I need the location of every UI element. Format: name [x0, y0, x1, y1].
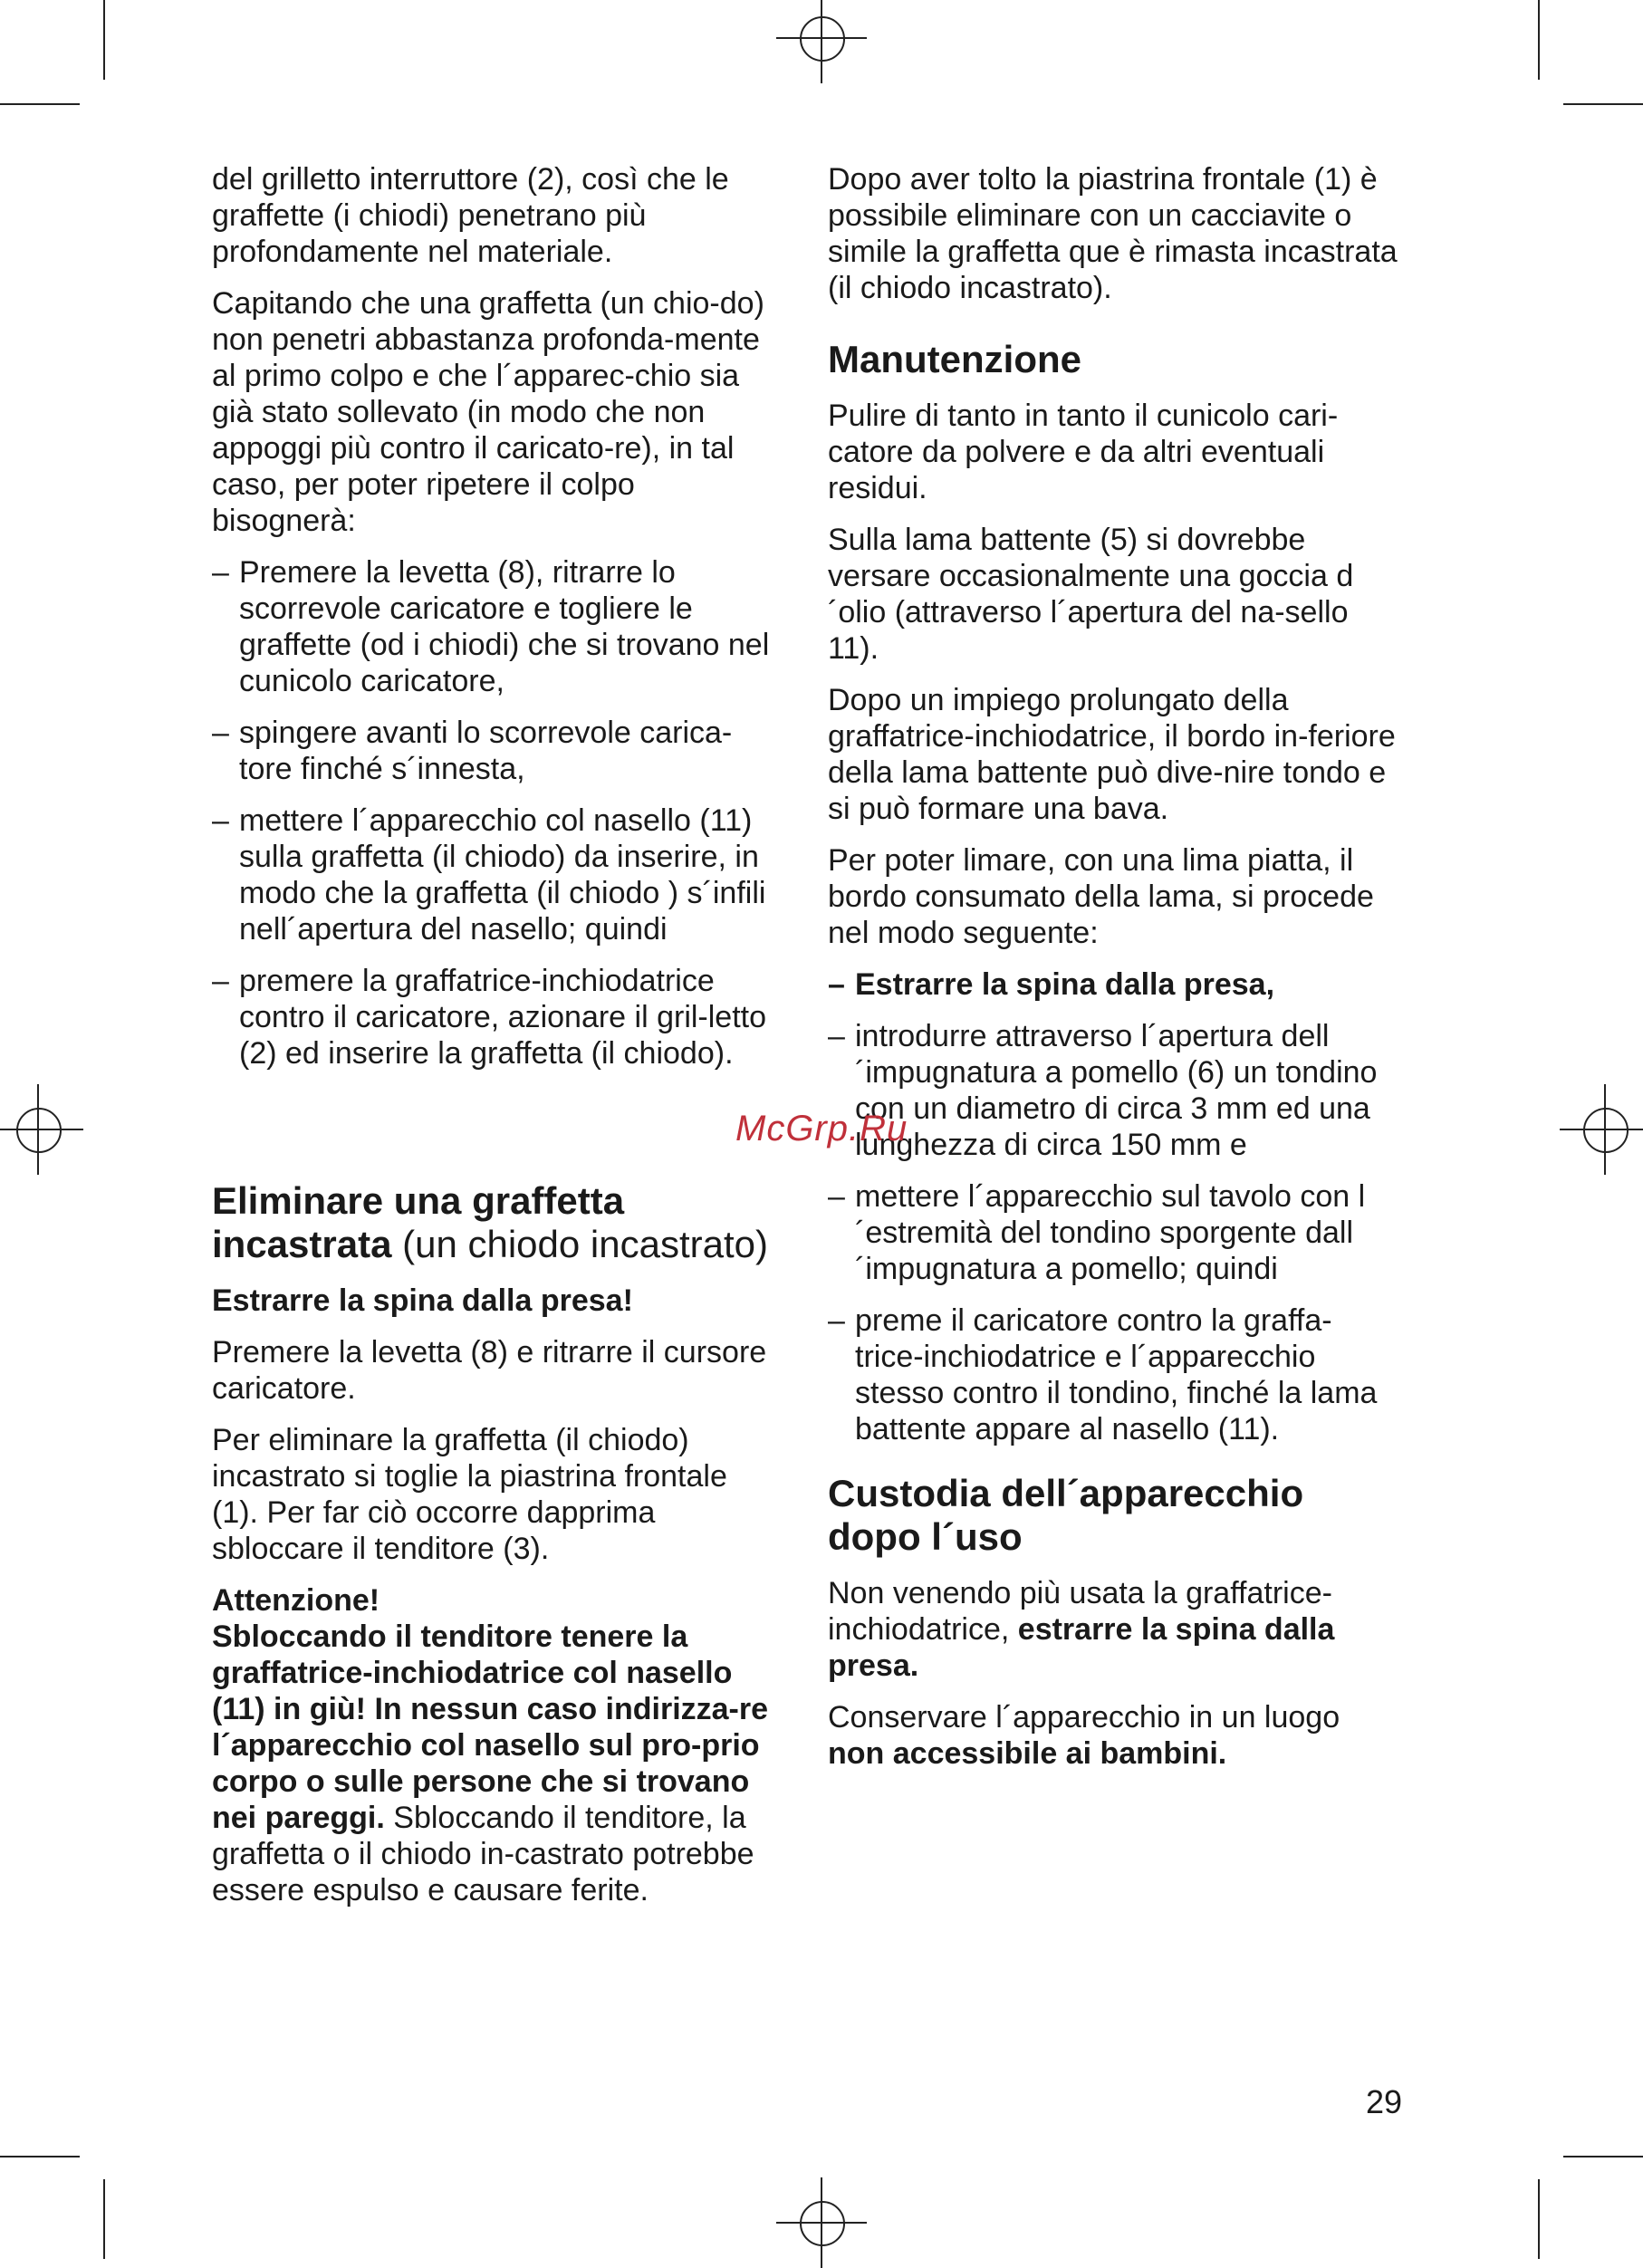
watermark: McGrp.Ru — [735, 1109, 908, 1148]
list-item: – mettere l´apparecchio sul tavolo con l´estremità del tondino sporgente dall´impugnatura a pomello; quindi — [828, 1178, 1398, 1287]
paragraph-normal: Non venendo più usata la graffatrice-inchiodatrice, — [828, 1576, 1332, 1647]
section-heading-manutenzione: Manutenzione — [828, 338, 1081, 380]
registration-mark-top — [776, 0, 867, 83]
crop-mark — [103, 2179, 105, 2259]
paragraph: Per poter limare, con una lima piatta, il bordo consumato della lama, si procede nel modo seguente: — [828, 843, 1374, 950]
paragraph: Dopo un impiego prolungato della graffatrice-inchiodatrice, il bordo in-feriore della lama battente può dive-nire tondo e si può formare una bava. — [828, 683, 1396, 826]
attention-normal: Sbloccando il tenditore, la graffetta o il chiodo in-castrato potrebbe essere espulso e causare ferite. — [212, 1801, 754, 1908]
list-item: – preme il caricatore contro la graffa-trice-inchiodatrice e l´apparecchio stesso contro il tondino, finché la lama battente appare al nasello (11). — [828, 1302, 1398, 1447]
crop-mark — [103, 0, 105, 80]
crop-mark — [1538, 2179, 1540, 2259]
page-number: 29 — [1366, 2083, 1403, 2120]
list-item: – Estrarre la spina dalla presa, — [828, 966, 1398, 1003]
left-column — [212, 161, 773, 1924]
paragraph: Sulla lama battente (5) si dovrebbe versare occasionalmente una goccia d´olio (attraverso l´apertura del na-sello 11). — [828, 523, 1354, 666]
registration-mark-bottom — [776, 2177, 867, 2268]
paragraph — [828, 1575, 1398, 1684]
paragraph: Pulire di tanto in tanto il cunicolo cari-catore da polvere e da altri eventuali residui. — [828, 399, 1339, 505]
paragraph: del grilletto interruttore (2), così che le graffette (i chiodi) penetrano più profondamente nel materiale. — [212, 162, 729, 269]
paragraph: Premere la levetta (8) e ritrarre il cursore caricatore. — [212, 1335, 767, 1406]
crop-mark — [1563, 103, 1643, 105]
attention-bold: Sbloccando il tenditore tenere la graffatrice-inchiodatrice col nasello (11) in giù! In nessun caso indirizza-re l´apparecchio col nasello sul pro-prio corpo o sulle persone che si trovano nei pareggi. — [212, 1619, 769, 1835]
registration-mark-right — [1560, 1084, 1643, 1175]
paragraph-bold: non accessibile ai bambini. — [828, 1736, 1227, 1771]
crop-mark — [1538, 0, 1540, 80]
attention-paragraph — [212, 1619, 773, 1908]
heading-normal: (un chiodo incastrato) — [391, 1223, 768, 1265]
list-item: – introdurre attraverso l´apertura dell´impugnatura a pomello (6) un tondino con un diametro di circa 3 mm ed una lunghezza di circa 150 mm e — [828, 1018, 1398, 1163]
paragraph-normal: Conservare l´apparecchio in un luogo — [828, 1700, 1340, 1735]
section-heading — [212, 1179, 773, 1266]
heading-bold: Eliminare una graffetta incastrata — [212, 1179, 625, 1265]
section-heading-custodia: Custodia dell´apparecchio dopo l´uso — [828, 1472, 1304, 1558]
list-item: – mettere l´apparecchio col nasello (11) sulla graffetta (il chiodo) da inserire, in modo che la graffetta (il chiodo ) s´infili nell´apertura del nasello; quindi — [212, 802, 773, 947]
registration-mark-left — [0, 1084, 83, 1175]
list-item: – Premere la levetta (8), ritrarre lo scorrevole caricatore e togliere le graffette (od i chiodi) che si trovano nel cunicolo caricatore, — [212, 554, 773, 699]
paragraph: Per eliminare la graffetta (il chiodo) incastrato si toglie la piastrina frontale (1). Per far ciò occorre dapprima sbloccare il tenditore (3). — [212, 1423, 727, 1566]
list-item: – spingere avanti lo scorrevole carica-tore finché s´innesta, — [212, 715, 773, 787]
right-column — [828, 161, 1398, 1787]
crop-mark — [0, 103, 80, 105]
paragraph — [828, 1699, 1398, 1772]
crop-mark — [0, 2156, 80, 2157]
list-item: – premere la graffatrice-inchiodatrice contro il caricatore, azionare il gril-letto (2) ed inserire la graffetta (il chiodo). — [212, 963, 773, 1072]
warning-text: Estrarre la spina dalla presa! — [212, 1283, 633, 1318]
attention-title: Attenzione! — [212, 1583, 380, 1618]
paragraph-bold: estrarre la spina dalla presa. — [828, 1612, 1335, 1683]
paragraph: Dopo aver tolto la piastrina frontale (1) è possibile eliminare con un cacciavite o simile la graffetta que è rimasta incastrata (il chiodo incastrato). — [828, 162, 1398, 305]
crop-mark — [1563, 2156, 1643, 2157]
paragraph: Capitando che una graffetta (un chio-do) non penetri abbastanza profonda-mente al primo colpo e che l´apparec-chio sia già stato sollevato (in modo che non appoggi più contro il caricato-re), in tal caso, per poter ripetere il colpo bisognerà: — [212, 286, 764, 538]
